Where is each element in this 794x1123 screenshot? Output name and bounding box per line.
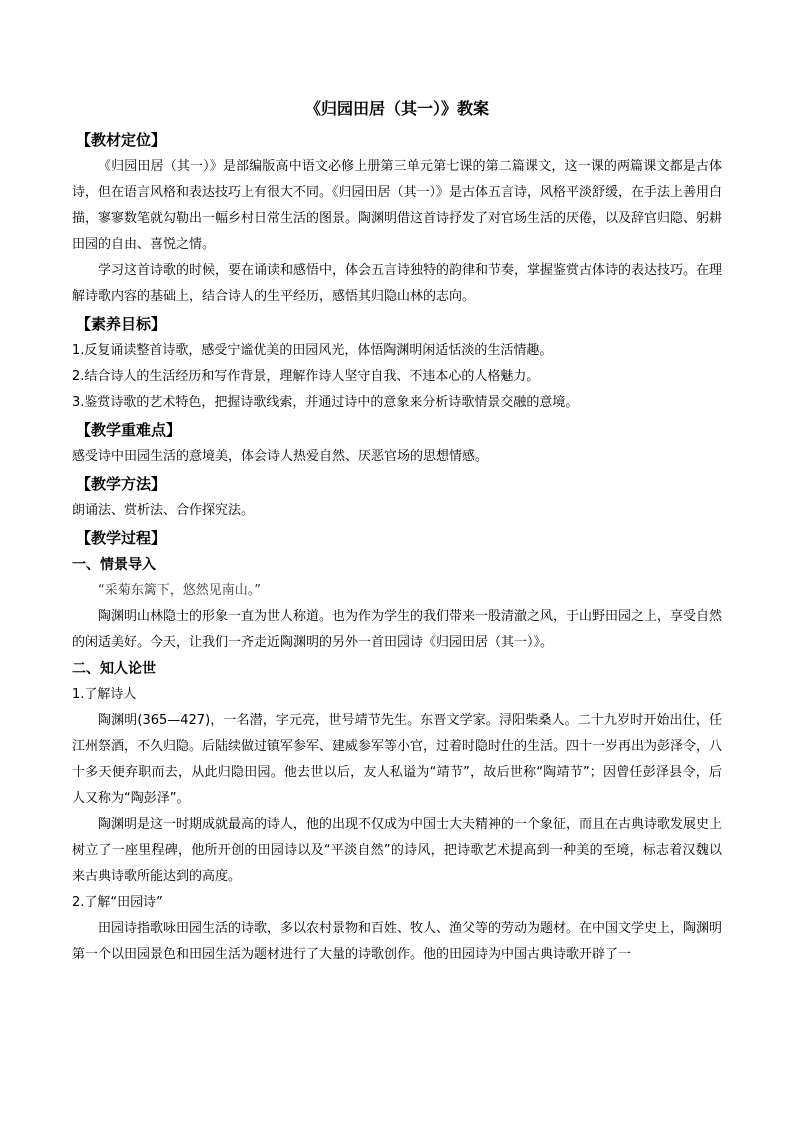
document-page xyxy=(72,96,722,968)
teaching-methods-text: 朗诵法、赏析法、合作探究法。 xyxy=(72,503,255,518)
poem-quote: “采菊东篱下，悠然见南山。” xyxy=(98,583,261,598)
section-heading-teaching-process: 【教学过程】 xyxy=(76,529,167,547)
goal-item-3: 3.鉴赏诗歌的艺术特色，把握诗歌线索，并通过诗中的意象来分析诗歌情景交融的意境。 xyxy=(72,395,579,410)
paragraph-pastoral-poetry: 田园诗指歌咏田园生活的诗歌，多以农村景物和百姓、牧人、渔父等的劳动为题材。在中国文学史上，陶渊明第一个以田园景色和田园生活为题材进行了大量的诗歌创作。他的田园诗为中国古典诗歌开辟了一 xyxy=(72,921,723,962)
paragraph-poet-bio: 陶渊明(365—427)，一名潜，字元亮，世号靖节先生。东晋文学家。浔阳柴桑人。二十九岁时开始出仕，任江州祭酒，不久归隐。后陆续做过镇军参军、建威参军等小官，过着时隐时仕的生活。四十一岁再出为彭泽令，八十多天便弃职而去，从此归隐田园。他去世以后，友人私谥为“靖节”，故后世称“陶靖节”；因曾任彭泽县令，后人又称为“陶彭泽”。 xyxy=(72,713,723,806)
subheading-scene-introduction: 一、情景导入 xyxy=(72,557,156,573)
paragraph-textbook-position-2: 学习这首诗歌的时候，要在诵读和感悟中，体会五言诗独特的韵律和节奏，掌握鉴赏古体诗的表达技巧。在理解诗歌内容的基础上，结合诗人的生平经历，感悟其归隐山林的志向。 xyxy=(72,263,723,304)
key-difficulties-text: 感受诗中田园生活的意境美，体会诗人热爱自然、厌恶官场的思想情感。 xyxy=(72,449,489,464)
item-about-pastoral-poetry: 2.了解“田园诗” xyxy=(72,895,163,910)
section-heading-literacy-goals: 【素养目标】 xyxy=(76,315,167,333)
section-heading-teaching-methods: 【教学方法】 xyxy=(76,475,167,493)
goal-item-2: 2.结合诗人的生活经历和写作背景，理解作诗人坚守自我、不违本心的人格魅力。 xyxy=(72,369,540,384)
paragraph-poet-achievement: 陶渊明是这一时期成就最高的诗人，他的出现不仅成为中国士大夫精神的一个象征，而且在古典诗歌发展史上树立了一座里程碑，他所开创的田园诗以及“平淡自然”的诗风，把诗歌艺术提高到一种美的至境，标志着汉魏以来古典诗歌所能达到的高度。 xyxy=(72,817,723,884)
section-heading-key-difficulties: 【教学重难点】 xyxy=(76,421,182,439)
goal-item-1: 1.反复诵读整首诗歌，感受宁谧优美的田园风光，体悟陶渊明闲适恬淡的生活情趣。 xyxy=(72,343,553,358)
paragraph-textbook-position-1: 《归园田居（其一）》是部编版高中语文必修上册第三单元第七课的第二篇课文，这一课的两篇课文都是古体诗，但在语言风格和表达技巧上有很大不同。《归园田居（其一）》是古体五言诗，风格平淡舒缓，在手法上善用白描，寥寥数笔就勾勒出一幅乡村日常生活的图景。陶渊明借这首诗抒发了对官场生活的厌倦，以及辞官归隐、躬耕田园的自由、喜悦之情。 xyxy=(72,159,723,252)
section-heading-textbook-position: 【教材定位】 xyxy=(76,131,167,149)
document-title: 《归园田居（其一）》教案 xyxy=(304,99,489,118)
paragraph-introduction: 陶渊明山林隐士的形象一直为世人称道。也为作为学生的我们带来一股清澈之风，于山野田园之上，享受自然的闲适美好。今天，让我们一齐走近陶渊明的另外一首田园诗《归园田居（其一）》。 xyxy=(72,609,723,650)
item-about-poet: 1.了解诗人 xyxy=(72,687,137,702)
subheading-know-the-poet: 二、知人论世 xyxy=(72,661,156,677)
